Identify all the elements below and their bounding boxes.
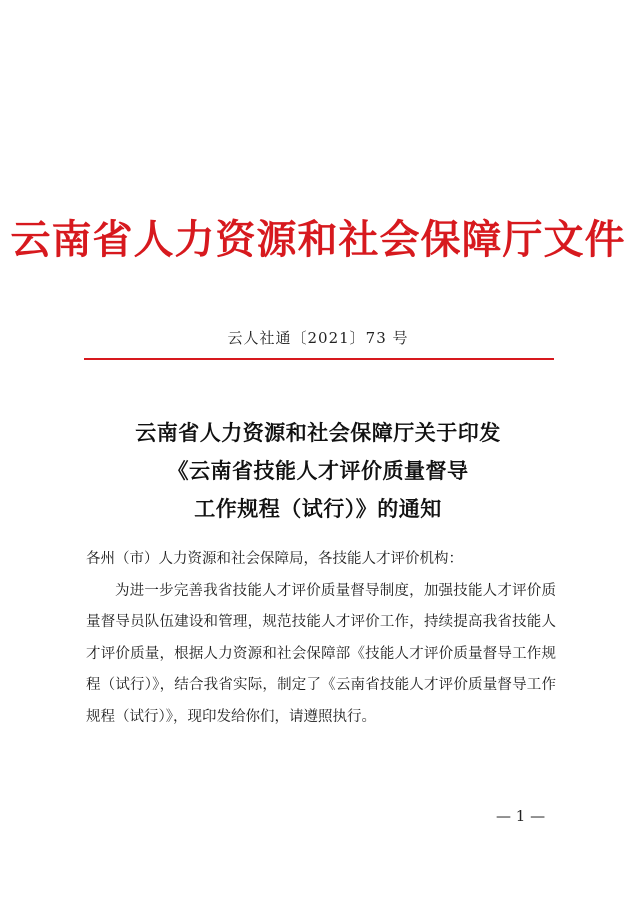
document-header: 云南省人力资源和社会保障厅文件: [10, 216, 626, 263]
document-number: 云人社通〔2021〕73 号: [227, 329, 409, 347]
salutation: 各州（市）人力资源和社会保障局，各技能人才评价机构：: [86, 551, 463, 567]
notice-title-line-1: 云南省人力资源和社会保障厅关于印发: [135, 420, 501, 445]
notice-title-line-3: 工作规程（试行）》的通知: [194, 496, 442, 521]
notice-title: [0, 414, 636, 528]
red-divider-rule: [84, 358, 554, 360]
page-number: — 1 —: [496, 807, 546, 825]
notice-body: [86, 544, 556, 733]
body-paragraph: 为进一步完善我省技能人才评价质量督导制度，加强技能人才评价质量督导员队伍建设和管理，规范技能人才评价工作，持续提高我省技能人才评价质量，根据人力资源和社会保障部《技能人才评价质量督导工作规程（试行）》，结合我省实际，制定了《云南省技能人才评价质量督导工作规程（试行）》，现印发给你们，请遵照执行。: [86, 582, 556, 725]
notice-title-line-2: 《云南省技能人才评价质量督导: [167, 458, 469, 483]
